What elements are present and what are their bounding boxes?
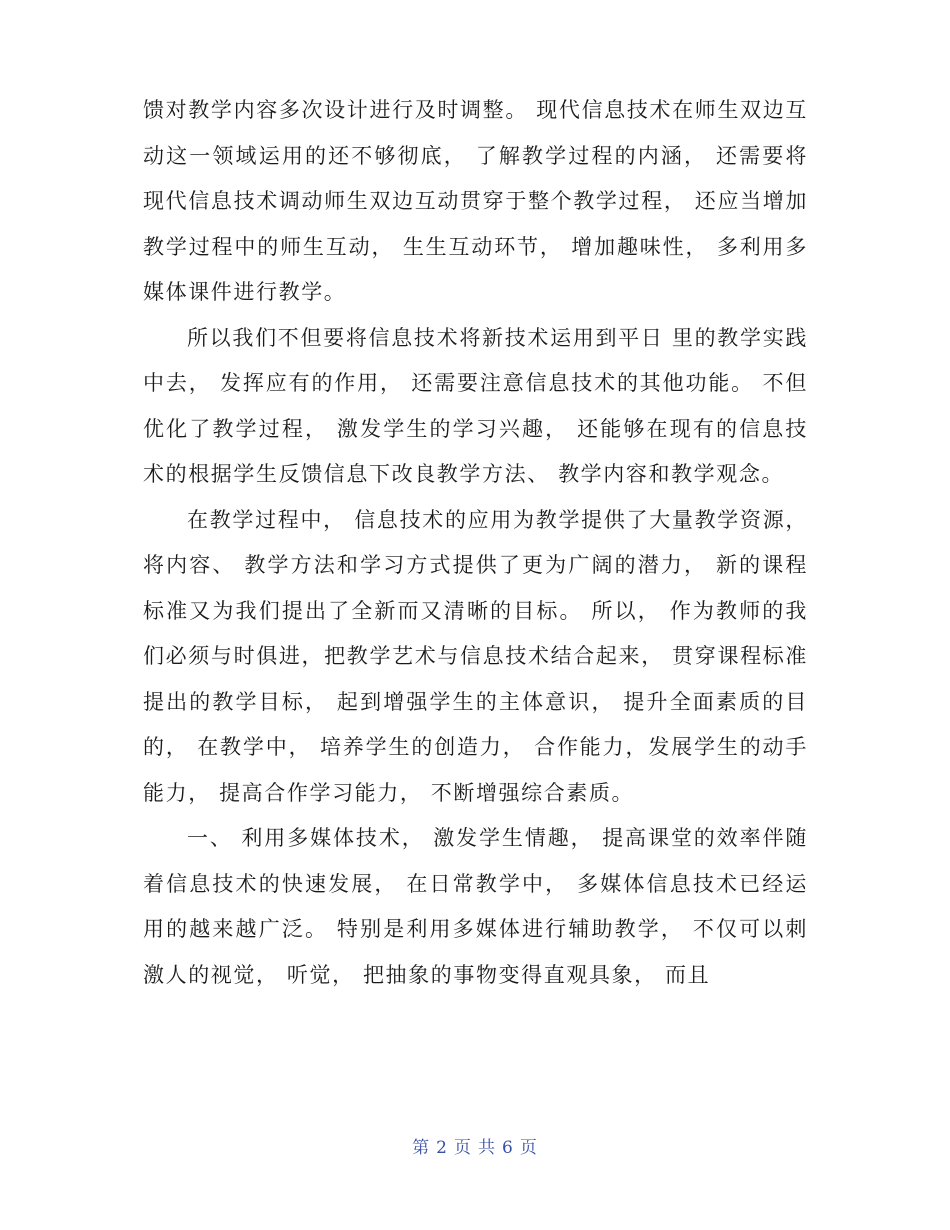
paragraph-4: 一、 利用多媒体技术， 激发学生情趣， 提高课堂的效率伴随着信息技术的快速发展， 在日常教学中， 多媒体信息技术已经运用的越来越广泛。 特别是利用多媒体进行辅助教学， 不仅可以刺激人的视觉， 听觉， 把抽象的事物变得直观具象， 而且 — [143, 826, 808, 987]
paragraph-3: 在教学过程中， 信息技术的应用为教学提供了大量教学资源， 将内容、 教学方法和学习方式提供了更为广阔的潜力， 新的课程标准又为我们提出了全新而又清晰的目标。 所以， 作为教师的我们必须与时俱进，把教学艺术与信息技术结合起来， 贯穿课程标准提出的教学目标， 起到增强学生的主体意识， 提升全面素质的目的， 在教学中， 培养学生的创造力， 合作能力，发展学生的动手能力， 提高合作学习能力， 不断增强综合素质。 — [143, 507, 808, 805]
footer-page-label: 第 — [412, 1138, 431, 1158]
document-body — [143, 88, 808, 998]
footer-page-suffix: 页 — [454, 1138, 472, 1158]
paragraph-2: 所以我们不但要将信息技术将新技术运用到平日 里的教学实践中去， 发挥应有的作用， 还需要注意信息技术的其他功能。 不但优化了教学过程， 激发学生的学习兴趣， 还能够在现有的信息技术的根据学生反馈信息下改良教学方法、 教学内容和教学观念。 — [143, 325, 808, 486]
paragraph-1: 馈对教学内容多次设计进行及时调整。 现代信息技术在师生双边互动这一领域运用的还不够彻底， 了解教学过程的内涵， 还需要将现代信息技术调动师生双边互动贯穿于整个教学过程， 还应当增加教学过程中的师生互动， 生生互动环节， 增加趣味性， 多利用多媒体课件进行教学。 — [143, 98, 808, 304]
footer-total-pages: 6 — [502, 1138, 514, 1158]
page-number-footer — [0, 1133, 950, 1158]
footer-total-suffix: 页 — [519, 1138, 538, 1158]
footer-total-label: 共 — [478, 1138, 496, 1158]
footer-current-page: 2 — [436, 1138, 448, 1158]
